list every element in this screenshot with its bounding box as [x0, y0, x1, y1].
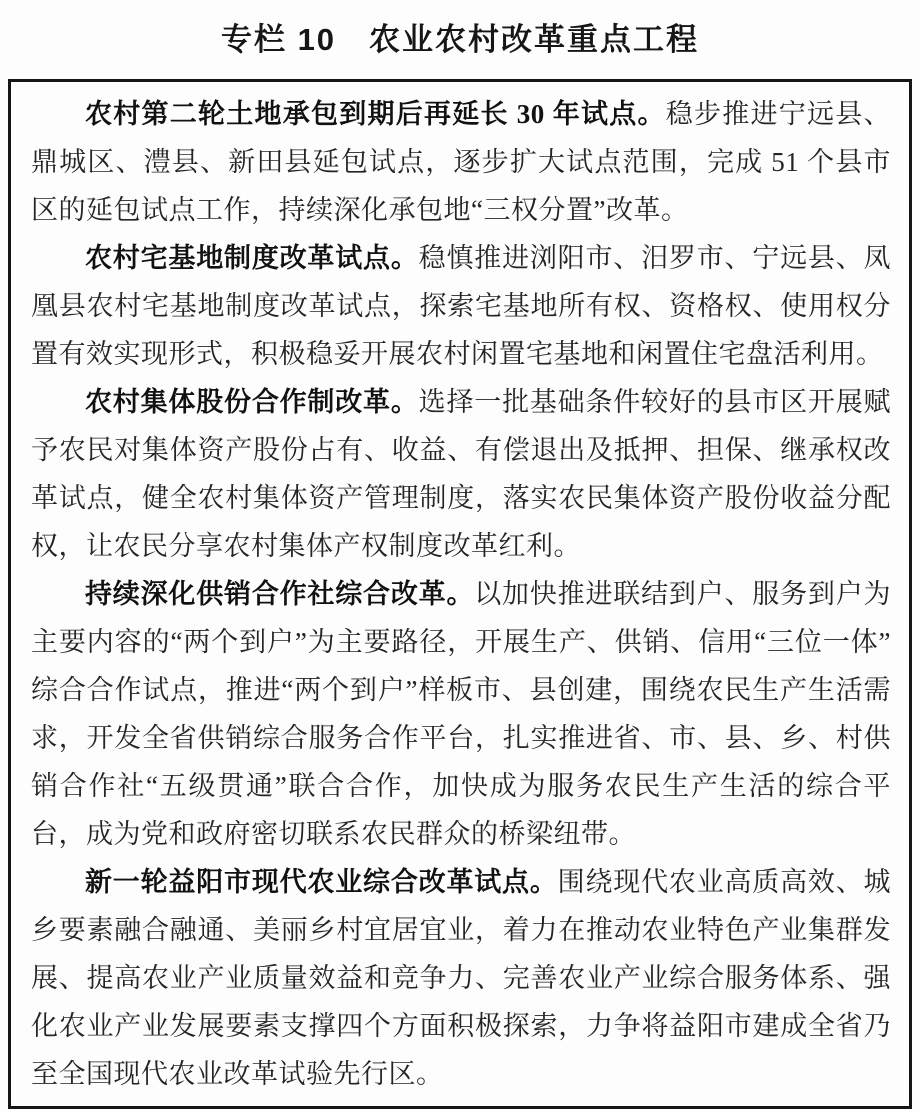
page-title: 专栏 10 农业农村改革重点工程: [220, 22, 700, 57]
paragraph-lead: 农村宅基地制度改革试点。: [85, 243, 419, 273]
paragraph-supply-marketing-coop-reform: [31, 570, 891, 858]
content-box: [8, 79, 912, 1109]
paragraph-body: 选择一批基础条件较好的县市区开展赋予农民对集体资产股份占有、收益、有偿退出及抵押、担保、继承权改革试点，健全农村集体资产管理制度，落实农民集体资产股份收益分配权，让农民分享农村集体产权制度改革红利。: [31, 387, 892, 561]
paragraph-lead: 农村第二轮土地承包到期后再延长 30 年试点。: [85, 99, 666, 129]
paragraph-lead: 持续深化供销合作社综合改革。: [85, 579, 475, 609]
paragraph-lead: 农村集体股份合作制改革。: [85, 387, 419, 417]
paragraph-body: 稳步推进宁远县、鼎城区、澧县、新田县延包试点，逐步扩大试点范围，完成 51 个县市区的延包试点工作，持续深化承包地“三权分置”改革。: [31, 99, 891, 225]
paragraph-yiyang-modern-agriculture-pilot: [31, 858, 891, 1098]
paragraph-homestead-reform: [31, 234, 891, 378]
paragraph-land-contract-extension: [31, 90, 891, 234]
paragraph-body: 围绕现代农业高质高效、城乡要素融合融通、美丽乡村宜居宜业，着力在推动农业特色产业集群发展、提高农业产业质量效益和竞争力、完善农业产业综合服务体系、强化农业产业发展要素支撑四个方面积极探索，力争将益阳市建成全省乃至全国现代农业改革试验先行区。: [31, 867, 892, 1089]
paragraph-lead: 新一轮益阳市现代农业综合改革试点。: [85, 867, 558, 897]
paragraph-body: 以加快推进联结到户、服务到户为主要内容的“两个到户”为主要路径，开展生产、供销、信用“三位一体”综合合作试点，推进“两个到户”样板市、县创建，围绕农民生产生活需求，开发全省供销综合服务合作平台，扎实推进省、市、县、乡、村供销合作社“五级贯通”联合合作，加快成为服务农民生产生活的综合平台，成为党和政府密切联系农民群众的桥梁纽带。: [31, 579, 891, 849]
paragraph-collective-shareholding-reform: [31, 378, 891, 570]
paragraph-body: 稳慎推进浏阳市、汨罗市、宁远县、凤凰县农村宅基地制度改革试点，探索宅基地所有权、资格权、使用权分置有效实现形式，积极稳妥开展农村闲置宅基地和闲置住宅盘活利用。: [31, 243, 892, 369]
